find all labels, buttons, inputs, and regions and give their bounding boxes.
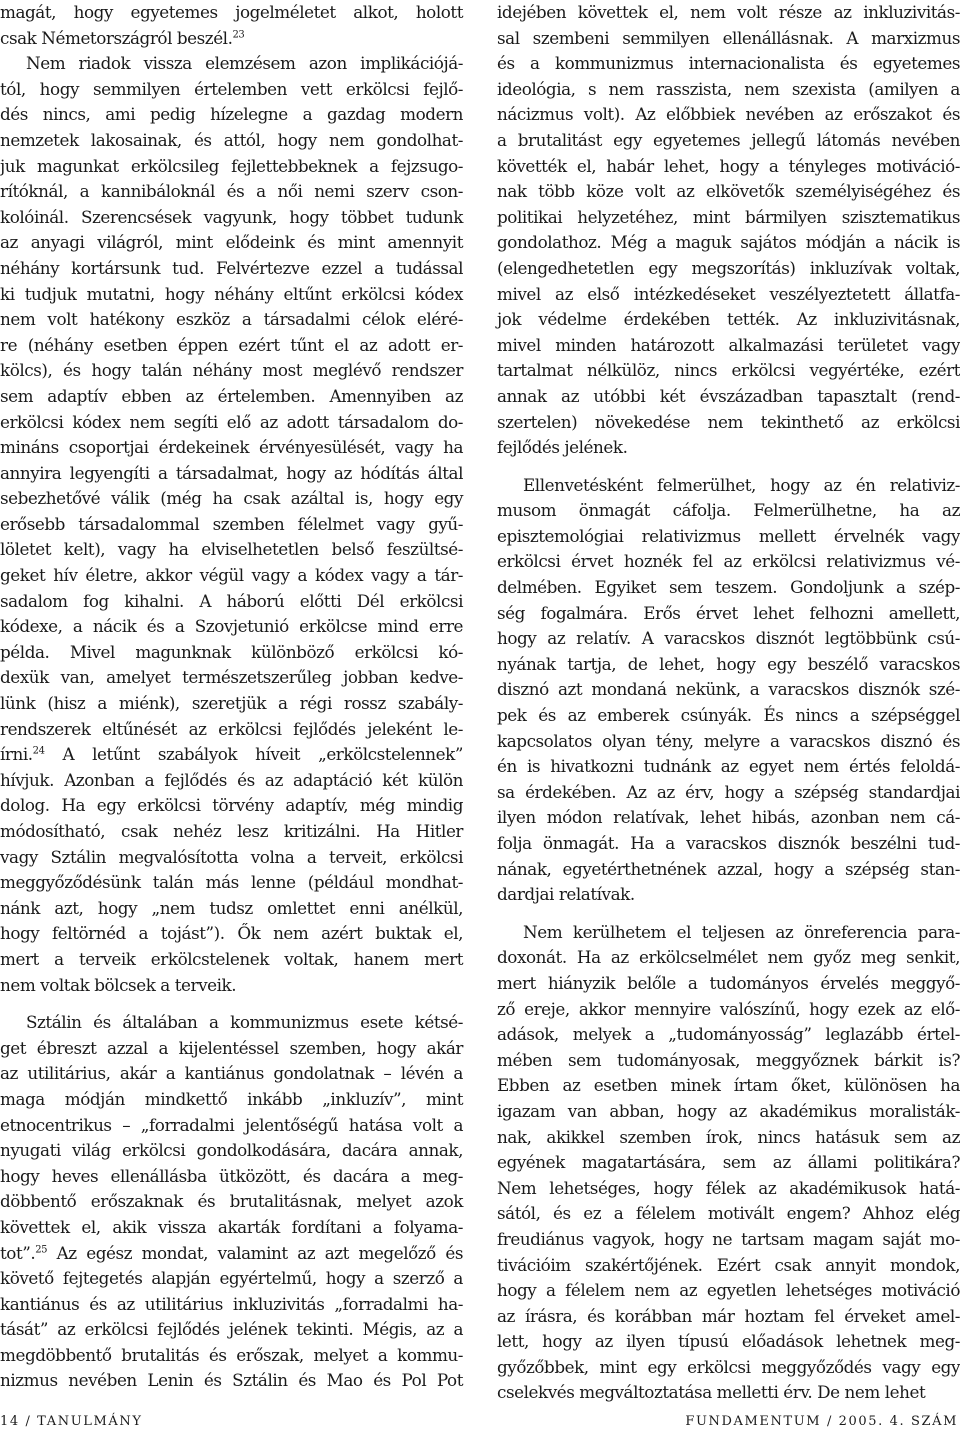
text-line: nak több köze volt az elkövetők személyiségéhez és: [497, 181, 960, 202]
text-line: delmében. Egyiket sem teszem. Gondoljunk a szép-: [497, 577, 960, 598]
text-line: cselekvés megváltoztatása melletti érv. De nem lehet: [497, 1382, 926, 1403]
text-line: sadalom fog kihalni. A háború előtti Dél erkölcsi: [0, 590, 463, 611]
text-line: maga módján mindkettő inkább „inkluzív”, mint: [0, 1088, 463, 1109]
text-line: Ebben az esetben minek írtam őket, különösen ha: [497, 1075, 960, 1096]
footer-page-label: 14 / TANULMÁNY: [0, 1414, 143, 1429]
text-line: sebezhetővé válik (még ha csak azáltal is, hogy egy: [0, 488, 463, 509]
text-line: nem volt hatékony eszköz a társadalmi célok eléré-: [0, 309, 463, 330]
text-line: rendszerek eltűnését az erkölcsi fejlődés jeleként le-: [0, 718, 463, 739]
text-line: szertelen) növekedése nem tekinthető az erkölcsi: [497, 411, 960, 432]
footnote-ref-24: 24: [32, 745, 45, 757]
text-line: doxonát. Ha az erkölcselmélet nem győz meg senkit,: [497, 947, 960, 968]
text-line: tivációim szakértőjének. Ezért csak annyit mondok,: [497, 1254, 960, 1275]
text-line: győzőbbek, mint egy erkölcsi meggyőződés vagy egy: [497, 1356, 960, 1377]
paragraph-gap: [497, 461, 960, 473]
text-line: mében sem tudományosak, meggyőznek bárkit is?: [497, 1049, 960, 1070]
text-line: kapcsolatos olyan tény, melyre a varacskos disznó és: [497, 730, 960, 751]
text-line: ilyen módon relatívak, lehet hibás, azonban nem cá-: [497, 807, 960, 828]
text-line: az írásra, és korábban már hoztam fel érveket amel-: [497, 1305, 960, 1326]
text-line: nácizmus volt). Az előbbiek nevében az erőszakot és: [497, 104, 960, 125]
text-line: dexük van, amelyet természetszerűleg jobban kedve-: [0, 667, 463, 688]
text-line: nemzetek lakosainak, és attól, hogy nem gondolhat-: [0, 129, 463, 150]
inline-text: Az egész mondat, valamint az azt megelőző és: [47, 1242, 463, 1263]
text-line: mivel az első intézkedéseket veszélyeztetett állatfa-: [497, 283, 960, 304]
footnote-ref-23: 23: [232, 29, 245, 40]
paragraph-gap: [497, 908, 960, 920]
text-line: tartalmat nélkülöz, nincs erkölcsi vegyértéke, ezért: [497, 360, 960, 381]
text-line: megdöbbentő brutalitás és erőszak, melyet a kommu-: [0, 1344, 463, 1365]
footnote-ref-25: 25: [35, 1243, 48, 1255]
text-line: hogy a félelem nem az egyetlen lehetséges motiváció: [497, 1280, 960, 1301]
text-line: folja önmagát. Ha a varacskos disznók beszélni tud-: [497, 833, 960, 853]
text-line: módosítható, csak nehéz lesz kritizálni. Ha Hitler: [0, 821, 463, 841]
text-line: mináns csoportjai érdekeinek érvényesülését, vagy ha: [0, 437, 463, 458]
text-line: erkölcsi kódex nem segíti elő az adott társadalom do-: [0, 411, 463, 432]
text-line: sem adaptív ebben az értelemben. Amennyiben az: [0, 385, 463, 406]
text-line: nizmus nevében Lenin és Sztálin és Mao és Pol Pot: [0, 1370, 463, 1391]
text-line: az utilitárius, akár a kantiánus gondolatnak – lévén a: [0, 1063, 463, 1084]
text-line: Nem kerülhetem el teljesen az önreferencia para-: [523, 921, 960, 942]
text-line: annyira legyengíti a társadalmat, hogy az hódítás által: [0, 462, 463, 483]
text-line: tot”.$^{25}$ Az egész mondat, valamint az azt megelőző és: [0, 1242, 463, 1263]
text-line: kantiánus és az utilitárius inkluzivitás „forradalmi ha-: [0, 1293, 463, 1314]
text-line: annak az utóbbi két évszázadban tapasztalt (rend-: [497, 385, 960, 406]
text-line: az anyagi világról, mint elődeink és mint amennyit: [0, 232, 463, 253]
left-column: [0, 0, 463, 1394]
text-line: nánk azt, hogy „nem tudsz omlettet enni anélkül,: [0, 897, 463, 918]
text-line: nem voltak bölcsek a terveik.: [0, 974, 237, 995]
text-line: meggyőződésünk talán más lenne (például mondhat-: [0, 872, 463, 893]
text-line: követtek el, akik vissza akarták fordítani a folyama-: [0, 1216, 463, 1237]
text-line: (elengedhetetlen egy megszorítás) inkluzívak voltak,: [497, 257, 960, 278]
text-line: Ellenvetésként felmerülhet, hogy az én relativiz-: [523, 474, 960, 495]
text-line: kölcs), és hogy talán néhány most meglévő rendszer: [0, 360, 463, 381]
text-line: nyának tartja, de lehet, hogy egy beszélő varacskos: [497, 653, 960, 674]
text-line: mert a terveik erkölcstelenek voltak, hanem mert: [0, 948, 463, 969]
text-line: egyének magatartására, sem az állami politikára?: [497, 1152, 960, 1173]
text-line: idejében követtek el, nem volt része az inkluzivitás-: [497, 2, 960, 22]
text-line: ség fogalmára. Erős érvet lehet felhozni amellett,: [497, 602, 960, 623]
text-line: írni.$^{24}$ A letűnt szabályok híveit „erkölcstelennek”: [0, 744, 463, 765]
text-line: vagy Sztálin megvalósította volna a terveit, erkölcsi: [0, 846, 463, 867]
text-line: Sztálin és általában a kommunizmus esete kétsé-: [26, 1012, 463, 1033]
text-line: freudiánus vagyok, hogy ne tartsam magam saját mo-: [497, 1228, 960, 1249]
text-line: politikai helyzetéhez, mint bármilyen szisztematikus: [497, 206, 960, 227]
text-line: musom önmagát cáfolja. Felmerülhetne, ha az: [497, 500, 960, 521]
text-line: csak Németországról beszél.$^{23}$: [0, 27, 245, 48]
text-line: hogy az relatív. A varacskos disznót legtöbbünk csú-: [497, 628, 960, 649]
text-line: lünk (hisz a miénk), szeretjük a régi rossz szabály-: [0, 693, 463, 714]
text-line: geket hív életre, akkor végül vagy a kódex vagy a tár-: [0, 565, 463, 586]
text-line: példa. Mivel magunknak különböző erkölcsi kó-: [0, 641, 463, 662]
text-line: re (néhány esetben éppen ezért tűnt el az adott er-: [0, 334, 463, 355]
text-line: magát, hogy egyetemes jogelméletet alkot, holott: [0, 2, 463, 22]
text-line: fejlődés jelének.: [497, 437, 628, 458]
text-line: disznó azt mondaná nekünk, a varacskos disznók szé-: [497, 679, 960, 700]
text-line: nának, egyetérthetnének azzal, hogy a szépség stan-: [497, 858, 960, 879]
text-line: tól, hogy semmilyen értelemben vett erkölcsi fejlő-: [0, 78, 463, 99]
text-line: ideológia, s nem rasszista, nem szexista (amilyen a: [497, 78, 960, 99]
text-line: sától, és ez a félelem motivált engem? Ahhoz elég: [497, 1203, 960, 1224]
text-line: löletet kelt), vagy ha elviselhetetlen belső feszültsé-: [0, 539, 463, 560]
text-line: mert hiányzik belőle a tudományos érvelés meggyő-: [497, 972, 960, 993]
text-line: követő fejtegetés alapján egyértelmű, hogy a szerző a: [0, 1268, 463, 1289]
text-line: sal szembeni semmilyen ellenállásnak. A marxizmus: [497, 27, 960, 48]
text-line: követték el, habár lehet, hogy a tényleges motiváció-: [497, 155, 960, 176]
text-line: mivel minden határozott alkalmazási területet vagy: [497, 334, 960, 355]
inline-text: A letűnt szabályok híveit „erkölcstelennek”: [44, 744, 463, 765]
text-line: hívjuk. Azonban a fejlődés és az adaptáció két külön: [0, 769, 463, 790]
text-line: néhány kortársunk tud. Felvértezve ezzel a tudással: [0, 257, 463, 278]
text-line: én is hivatkozni tudnánk az egyet nem értés feloldá-: [497, 756, 960, 777]
text-line: nyugati világ erkölcsi gondolkodására, dacára annak,: [0, 1140, 463, 1161]
text-line: tását” az erkölcsi fejlődés jelének tekinti. Mégis, az a: [0, 1319, 463, 1340]
text-line: és a kommunizmus internacionalista és egyetemes: [497, 53, 960, 74]
text-line: kolóinál. Szerencsések vagyunk, hogy többet tudunk: [0, 206, 463, 227]
text-line: dés nincs, ami pedig hízelegne a gazdag modern: [0, 104, 463, 125]
text-line: juk magunkat erkölcsileg fejlettebbeknek a fejzsugo-: [0, 155, 463, 176]
text-line: Nem riadok vissza elemzésem azon implikációjá-: [26, 53, 463, 74]
text-line: igazam van abban, hogy az akadémikus moralisták-: [497, 1100, 960, 1121]
text-line: jok védelme érdekében tették. Az inkluzivitásnak,: [497, 309, 960, 330]
text-line: dardjai relatívak.: [497, 884, 635, 905]
text-line: ki tudjuk mutatni, hogy néhány eltűnt erkölcsi kódex: [0, 283, 463, 304]
text-line: kódexe, a nácik és a Szovjetunió erkölcse mind erre: [0, 616, 463, 637]
text-line: etnocentrikus – „forradalmi jelentőségű hatása volt a: [0, 1114, 463, 1135]
footer-journal-label: FUNDAMENTUM / 2005. 4. SZÁM: [685, 1414, 958, 1429]
text-line: lett, hogy az ilyen típusú előadások lehetnek meg-: [497, 1331, 960, 1352]
text-line: a brutalitást egy egyetemes jellegű látomás nevében: [497, 129, 960, 150]
paragraph-gap: [0, 998, 463, 1010]
text-line: pek és az emberek csúnyák. És nincs a szépséggel: [497, 705, 960, 726]
text-line: dolog. Ha egy erkölcsi törvény adaptív, még mindig: [0, 795, 463, 816]
text-line: rítóknál, a kannibáloknál és a női nemi szerv cson-: [0, 181, 463, 202]
text-line: döbbentő erőszaknak és brutalitásnak, melyet azok: [0, 1191, 463, 1212]
text-line: hogy feltörnéd a tojást”). Ők nem azért buktak el,: [0, 923, 463, 944]
text-line: nak, akikkel szemben írok, nincs hatásuk sem az: [497, 1126, 960, 1147]
text-line: erősebb társadalommal szemben félelmet vagy gyű-: [0, 513, 463, 534]
text-line: adások, melyek a „tudományosság” leglazább értel-: [497, 1024, 960, 1045]
text-line: sa érdekében. Az az érv, hogy a szépség standardjai: [497, 781, 960, 802]
right-column: [497, 0, 960, 1406]
text-line: episztemológiai relativizmus mellett érvelnék vagy: [497, 525, 960, 546]
text-line: gondolathoz. Még a maguk sajátos módján a nácik is: [497, 232, 960, 253]
text-line: ző ereje, akkor mennyire valószínű, hogy ezek az elő-: [497, 998, 960, 1019]
text-line: get ébreszt azzal a kijelentéssel szemben, hogy akár: [0, 1037, 463, 1058]
text-line: Nem lehetséges, hogy félek az akadémikusok hatá-: [497, 1177, 960, 1198]
text-line: hogy heves ellenállásba ütközött, és dacára a meg-: [0, 1165, 463, 1186]
text-line: erkölcsi érvet hoznék fel az erkölcsi relativizmus vé-: [497, 551, 960, 572]
